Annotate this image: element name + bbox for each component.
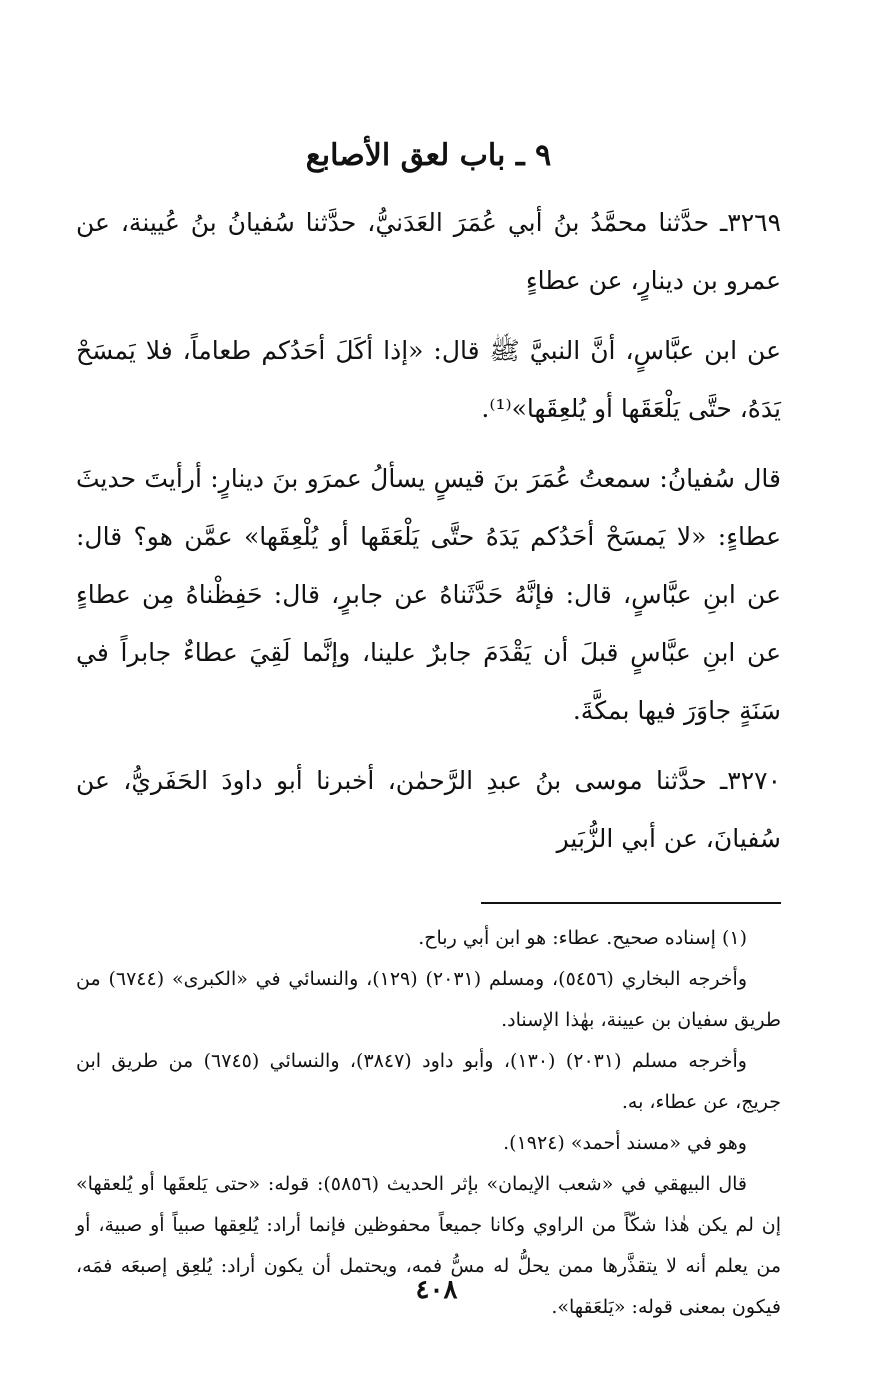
footnote-line: وهو في «مسند أحمد» (١٩٢٤). — [503, 1132, 747, 1154]
hadith-paragraph: قال سُفيانُ: سمعتُ عُمَرَ بنَ قيسٍ يسألُ عمرَو بنَ دينارٍ: أرأيتَ حديثَ عطاءٍ: «لا يَمسَحْ أحَدُكم يَدَهُ حتَّى يَلْعَقَها أو يُلْعِقَها» عمَّن هو؟ قال: عن ابنِ عبَّاسٍ، قال: فإنَّهُ حَدَّثَناهُ عن جابرٍ، قال: حَفِظْناهُ مِن عطاءٍ عن ابنِ عبَّاسٍ قبلَ أن يَقْدَمَ جابرٌ علينا، وإنَّما لَقِيَ عطاءٌ جابراً في سَنَةٍ جاوَرَ فيها بمكَّةَ. — [76, 464, 782, 725]
footnote-line: وأخرجه البخاري (٥٤٥٦)، ومسلم (٢٠٣١) (١٢٩)، والنسائي في «الكبرى» (٦٧٤٤) من طريق سفيان بن عيينة، بهٰذا الإسناد. — [76, 968, 781, 1031]
footnote-line: وأخرجه مسلم (٢٠٣١) (١٣٠)، وأبو داود (٣٨٤٧)، والنسائي (٦٧٤٥) من طريق ابن جريج، عن عطاء، به. — [76, 1050, 781, 1113]
page-number: ٤٠٨ — [415, 1275, 458, 1305]
main-text — [76, 194, 781, 868]
hadith-paragraph: ٣٢٧٠ـ حدَّثنا موسى بنُ عبدِ الرَّحمٰن، أخبرنا أبو داودَ الحَفَريُّ، عن سُفيانَ، عن أبي الزُّبَير — [76, 766, 781, 853]
footnote-line: (١) إسناده صحيح. عطاء: هو ابن أبي رباح. — [418, 927, 747, 949]
footnotes — [76, 918, 781, 1328]
hadith-paragraph: ٣٢٦٩ـ حدَّثنا محمَّدُ بنُ أبي عُمَرَ العَدَنيُّ، حدَّثنا سُفيانُ بنُ عُيينة، عن عمرو بن دينارٍ، عن عطاءٍ — [76, 208, 781, 295]
chapter-title: ٩ ـ باب لعق الأصابع — [305, 138, 552, 173]
footnote-line: قال البيهقي في «شعب الإيمان» بإثر الحديث (٥٨٥٦): قوله: «حتى يَلعقَها أو يُلعقها» إن لم يكن هٰذا شكّاً من الراوي وكانا جميعاً محفوظين فإنما أراد: يُلعِقها صبياً أو صبية، أو من يعلم أنه لا يتقذَّرها ممن يحلُّ له مسُّ فمه، ويحتمل أن يكون أراد: يُلعِق إصبعَه فمَه، فيكون بمعنى قوله: «يَلعَقها». — [76, 1173, 781, 1318]
footnote-divider — [481, 902, 781, 904]
hadith-paragraph: عن ابن عبَّاسٍ، أنَّ النبيَّ ﷺ قال: «إذا أكَلَ أحَدُكم طعاماً، فلا يَمسَحْ يَدَهُ، حتَّى يَلْعَقَها أو يُلعِقَها»⁽¹⁾. — [76, 336, 781, 423]
